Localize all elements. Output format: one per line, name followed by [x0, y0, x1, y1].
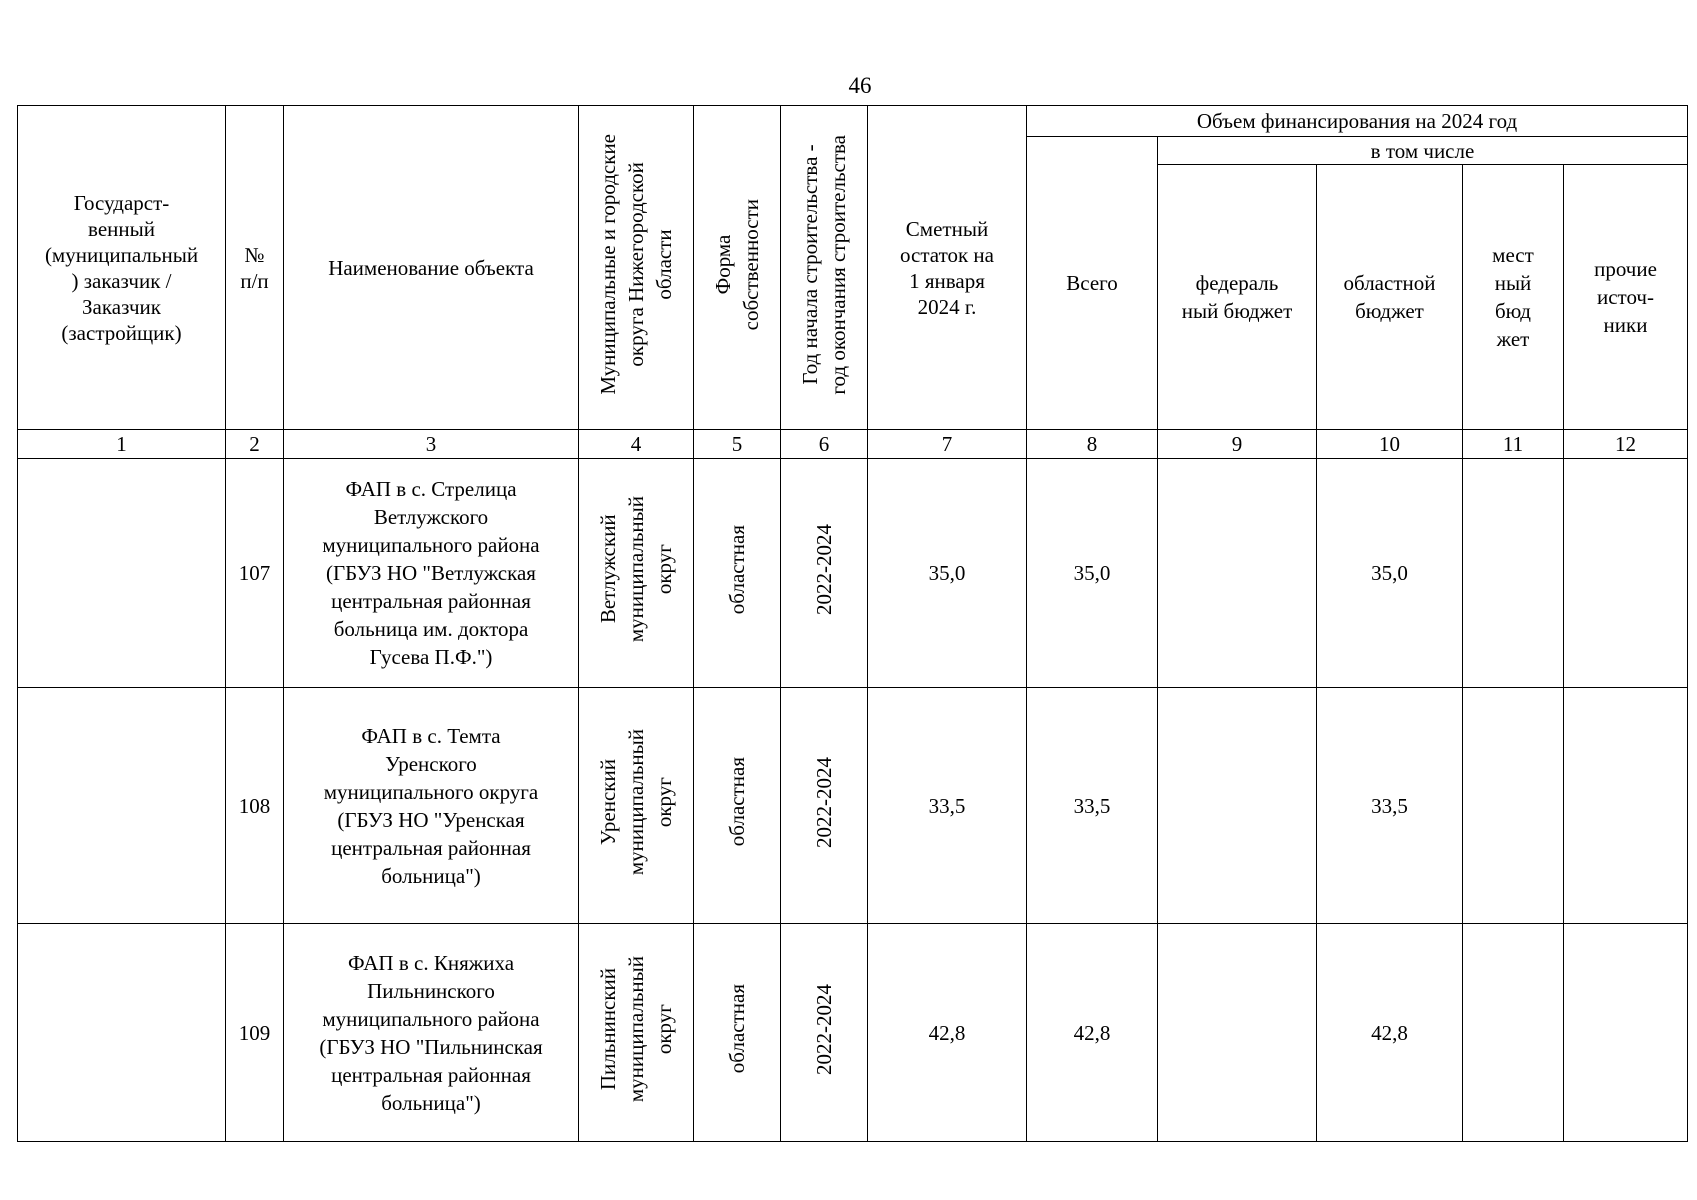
cell-ownership-text: областная: [725, 524, 749, 615]
header-years: [781, 106, 868, 430]
cell-federal: [1158, 459, 1317, 688]
cell-object-name: ФАП в с. Княжиха Пильнинского муниципального района (ГБУЗ НО "Пильнинская центральная районная больница"): [284, 924, 579, 1142]
cell-total: 33,5: [1027, 688, 1158, 924]
header-ownership-text: Форма собственности: [711, 198, 763, 331]
header-district: [579, 106, 694, 430]
column-number: 8: [1027, 430, 1158, 459]
cell-federal: [1158, 688, 1317, 924]
header-district-text: Муниципальные и городские округа Нижегородской области: [596, 134, 676, 395]
header-total: Всего: [1027, 137, 1158, 430]
column-number: 2: [226, 430, 284, 459]
column-number: 4: [579, 430, 694, 459]
cell-other: [1564, 924, 1688, 1142]
header-funding: Объем финансирования на 2024 год: [1027, 106, 1688, 137]
column-number: 10: [1317, 430, 1463, 459]
table-row: [18, 688, 1688, 924]
header-years-text: Год начала строительства - год окончания строительства: [798, 134, 850, 395]
column-number: 1: [18, 430, 226, 459]
cell-district: [579, 688, 694, 924]
cell-customer: [18, 459, 226, 688]
construction-funding-table: [17, 105, 1688, 1142]
column-number: 12: [1564, 430, 1688, 459]
header-regional: областной бюджет: [1317, 165, 1463, 430]
cell-district: [579, 924, 694, 1142]
cell-number: 108: [226, 688, 284, 924]
table-row: [18, 459, 1688, 688]
cell-district-text: Пильнинский муниципальный округ: [596, 955, 676, 1103]
cell-years-text: 2022-2024: [812, 524, 836, 615]
cell-years: [781, 688, 868, 924]
cell-ownership: [694, 688, 781, 924]
cell-local: [1463, 924, 1564, 1142]
cell-ownership: [694, 924, 781, 1142]
cell-local: [1463, 459, 1564, 688]
cell-object-name: ФАП в с. Стрелица Ветлужского муниципального района (ГБУЗ НО "Ветлужская центральная районная больница им. доктора Гусева П.Ф."): [284, 459, 579, 688]
cell-district-text: Ветлужский муниципальный округ: [596, 496, 676, 643]
column-number: 7: [868, 430, 1027, 459]
header-customer: Государст- венный (муниципальный ) заказчик / Заказчик (застройщик): [18, 106, 226, 430]
cell-ownership: [694, 459, 781, 688]
header-object-name: Наименование объекта: [284, 106, 579, 430]
header-number: № п/п: [226, 106, 284, 430]
cell-regional: 42,8: [1317, 924, 1463, 1142]
cell-regional: 35,0: [1317, 459, 1463, 688]
cell-customer: [18, 688, 226, 924]
cell-number: 109: [226, 924, 284, 1142]
header-other: прочие источ- ники: [1564, 165, 1688, 430]
cell-other: [1564, 459, 1688, 688]
page-number: 46: [848, 73, 872, 98]
column-number: 3: [284, 430, 579, 459]
cell-years-text: 2022-2024: [812, 983, 836, 1075]
cell-district: [579, 459, 694, 688]
cell-district-text: Уренский муниципальный округ: [596, 728, 676, 876]
header-ownership: [694, 106, 781, 430]
cell-object-name: ФАП в с. Темта Уренского муниципального округа (ГБУЗ НО "Уренская центральная районная больница"): [284, 688, 579, 924]
cell-federal: [1158, 924, 1317, 1142]
cell-remainder: 35,0: [868, 459, 1027, 688]
cell-ownership-text: областная: [725, 757, 749, 847]
cell-years: [781, 459, 868, 688]
cell-total: 42,8: [1027, 924, 1158, 1142]
cell-years-text: 2022-2024: [812, 756, 836, 848]
cell-other: [1564, 688, 1688, 924]
cell-regional: 33,5: [1317, 688, 1463, 924]
cell-remainder: 33,5: [868, 688, 1027, 924]
column-number: 11: [1463, 430, 1564, 459]
column-number: 9: [1158, 430, 1317, 459]
cell-number: 107: [226, 459, 284, 688]
cell-total: 35,0: [1027, 459, 1158, 688]
header-remainder: Сметный остаток на 1 января 2024 г.: [868, 106, 1027, 430]
cell-customer: [18, 924, 226, 1142]
column-number: 6: [781, 430, 868, 459]
cell-remainder: 42,8: [868, 924, 1027, 1142]
cell-local: [1463, 688, 1564, 924]
table-row: [18, 924, 1688, 1142]
header-federal: федераль ный бюджет: [1158, 165, 1317, 430]
cell-years: [781, 924, 868, 1142]
header-local: мест ный бюд жет: [1463, 165, 1564, 430]
column-numbers-row: [18, 430, 1688, 459]
cell-ownership-text: областная: [725, 984, 749, 1074]
column-number: 5: [694, 430, 781, 459]
header-including: в том числе: [1158, 137, 1688, 165]
